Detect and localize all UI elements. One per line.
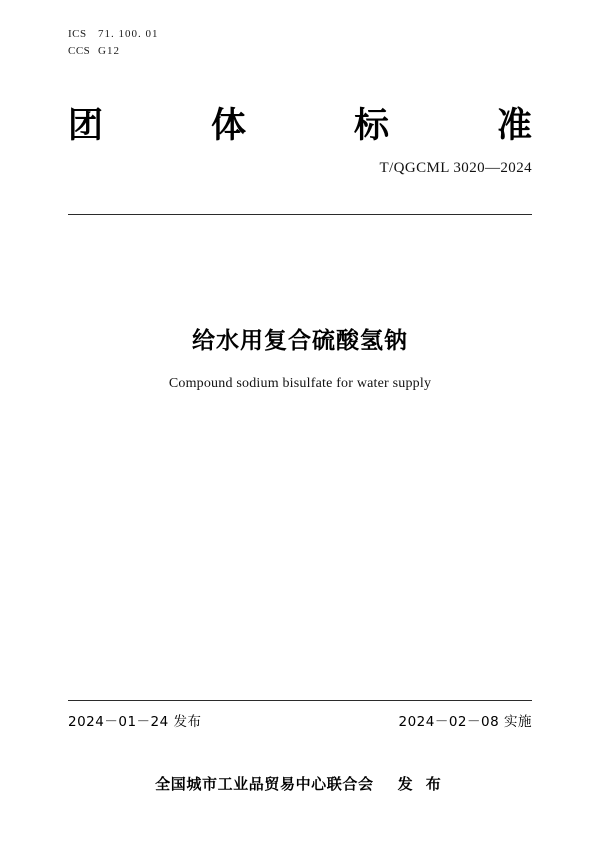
document-title-en: Compound sodium bisulfate for water supply	[168, 376, 432, 391]
ccs-value: G12	[98, 45, 120, 57]
classification-block	[68, 26, 159, 60]
date-row	[68, 710, 532, 730]
publisher-line	[0, 773, 600, 794]
issue-date: 2024－01－24 发布	[68, 714, 202, 730]
footer-divider	[68, 700, 532, 701]
implement-date: 2024－02－08 实施	[398, 714, 532, 730]
heading-char-3: 标	[353, 106, 389, 146]
publisher-action: 发 布	[397, 775, 445, 793]
ics-value: 71. 100. 01	[98, 28, 159, 40]
ics-line	[68, 26, 159, 43]
ics-label: ICS	[68, 28, 87, 40]
standard-number: T/QGCML 3020—2024	[379, 160, 532, 176]
ccs-line	[68, 43, 159, 60]
ccs-label: CCS	[68, 45, 91, 57]
publisher-name: 全国城市工业品贸易中心联合会	[155, 775, 374, 793]
document-title-cn: 给水用复合硫酸氢钠	[192, 328, 408, 354]
heading-char-2: 体	[210, 106, 246, 146]
header-divider	[68, 214, 532, 215]
heading-char-4: 准	[496, 106, 532, 146]
document-type-heading	[68, 104, 532, 148]
heading-char-1: 团	[68, 106, 104, 146]
